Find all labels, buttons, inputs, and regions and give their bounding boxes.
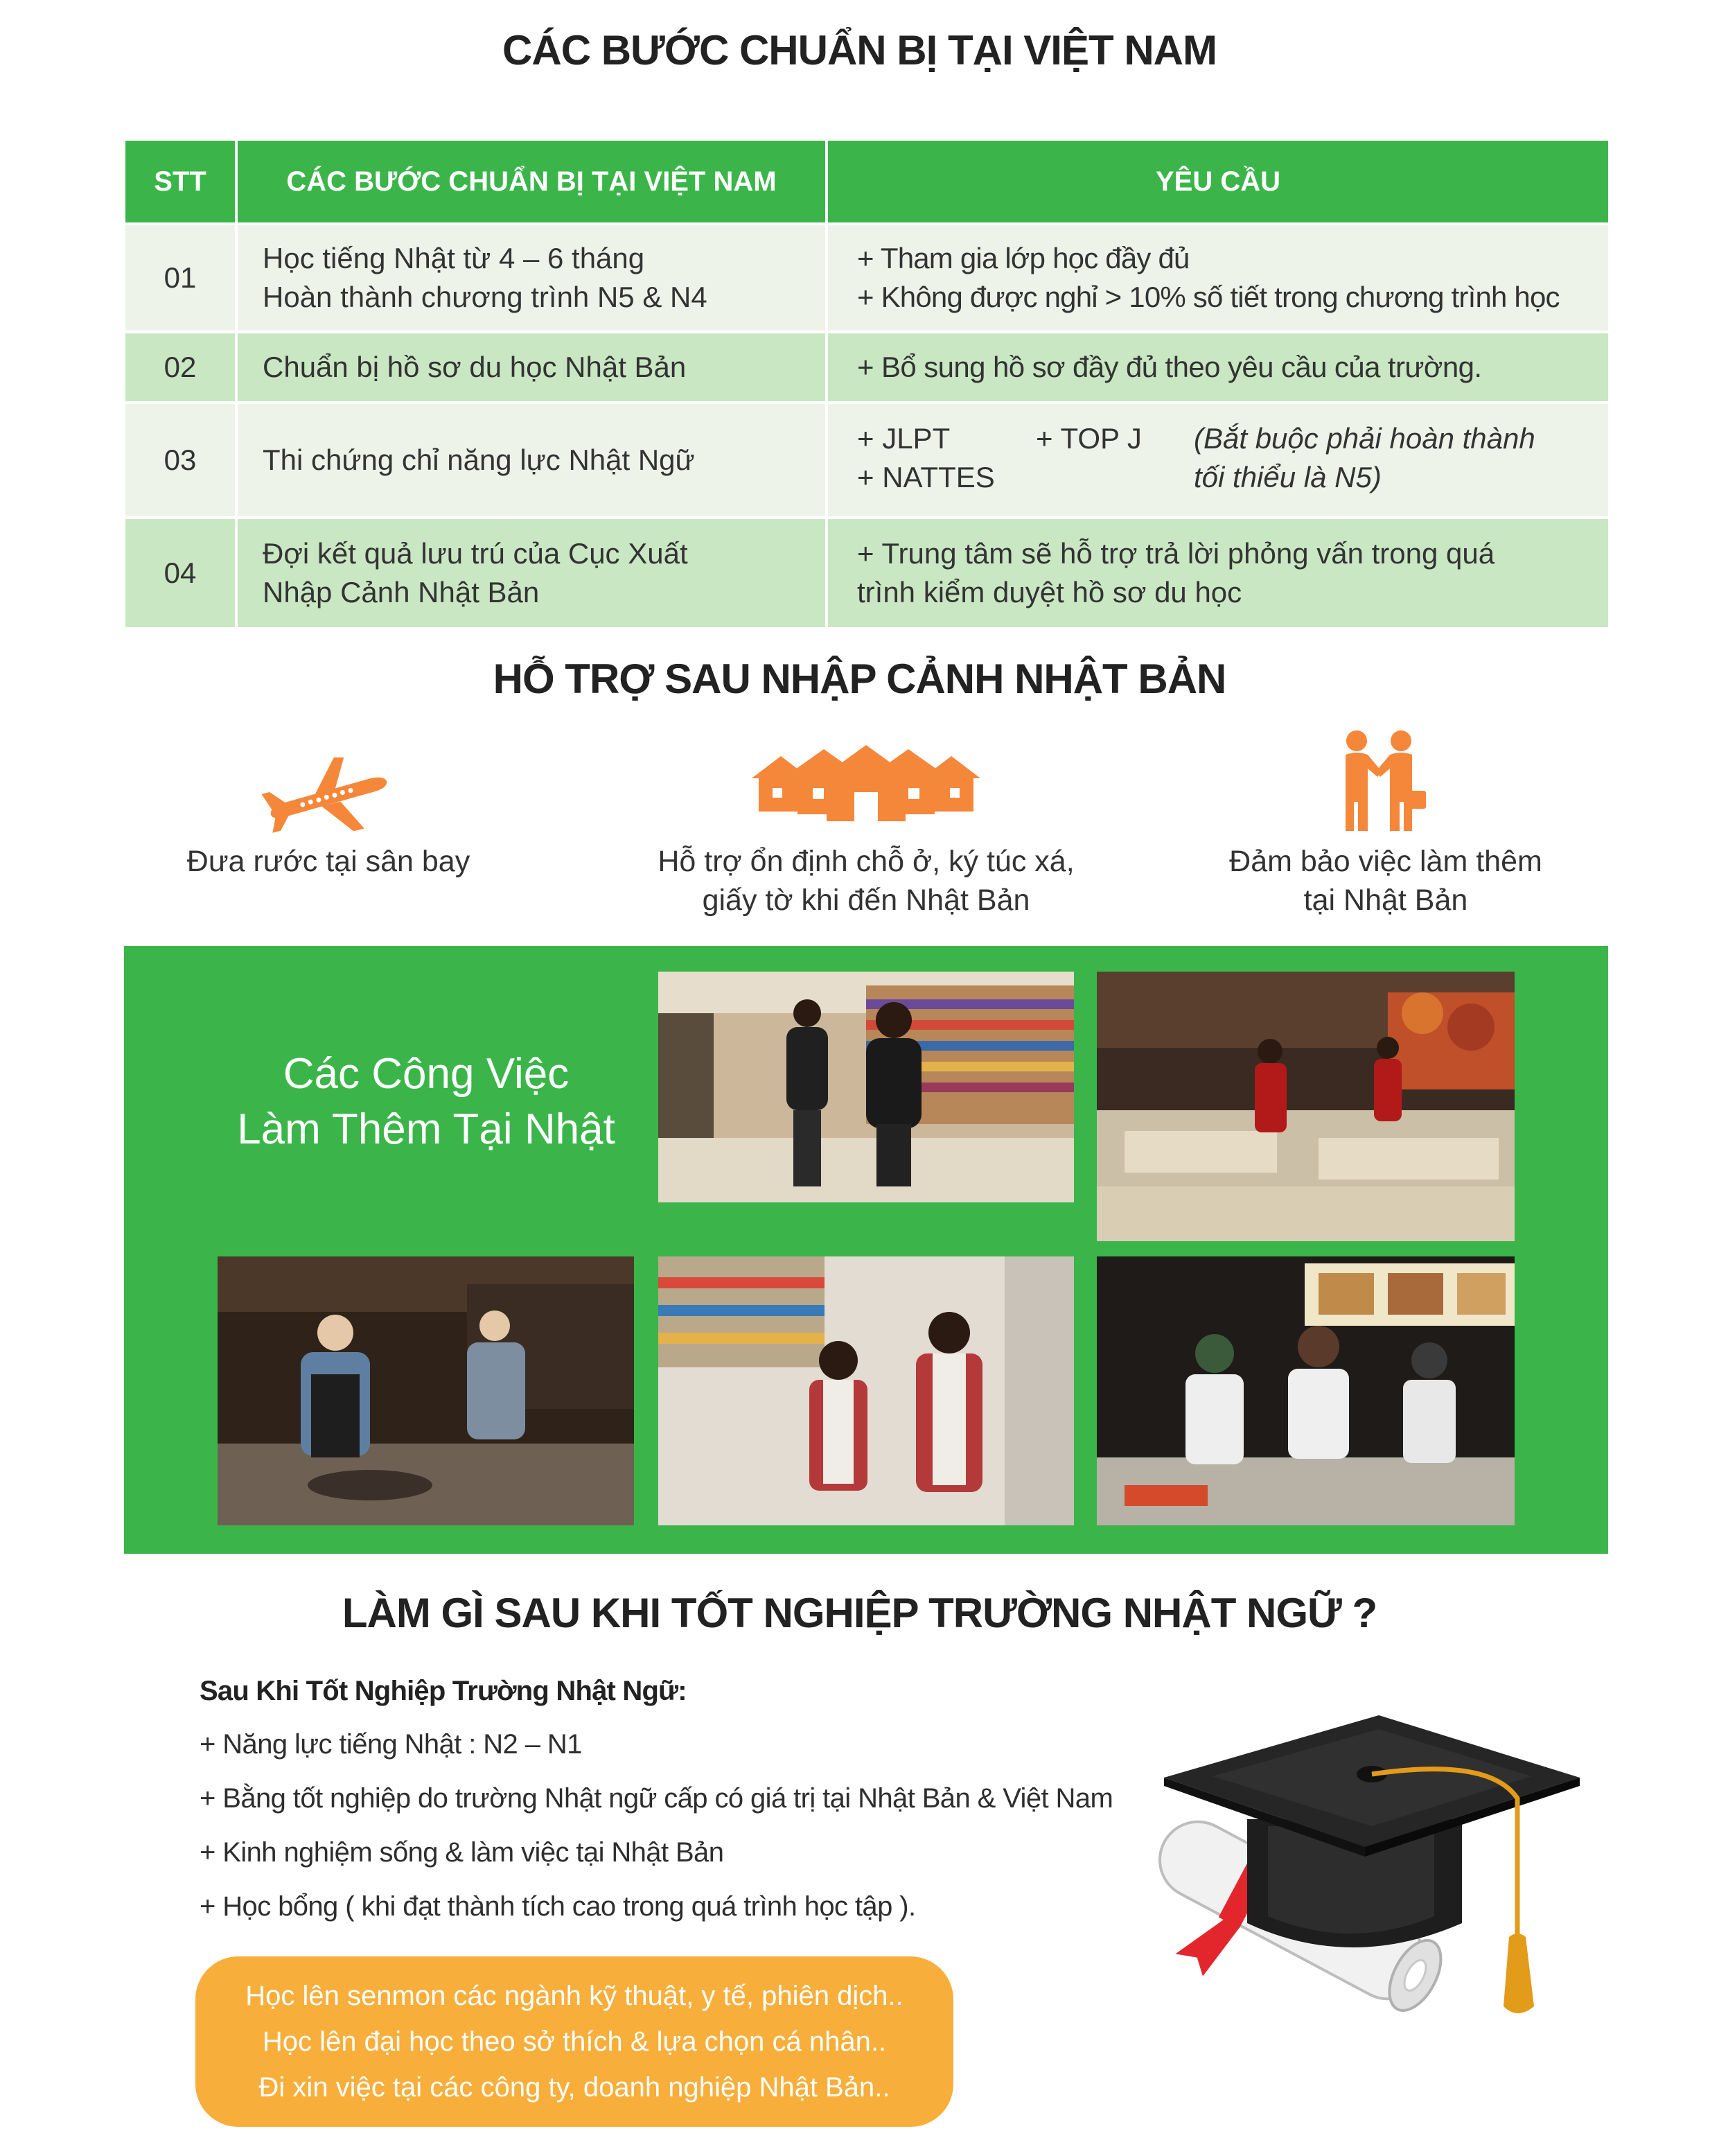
requirement-cell [828,404,1608,516]
table-row [125,404,1608,516]
jobs-panel-title: Các Công Việc Làm Thêm Tại Nhật [237,1050,615,1153]
table-row [125,333,1608,401]
requirement-nattes: + NATTES [857,461,995,493]
requirement-text: + Tham gia lớp học đầy đủ [857,242,1190,274]
support-label-airport: Đưa rước tại sân bay [186,845,470,878]
step-text: Đợi kết quả lưu trú của Cục Xuất [263,537,688,570]
step-cell [238,225,825,331]
list-item: + Bằng tốt nghiệp do trường Nhật ngữ cấp có giá trị tại Nhật Bản & Việt Nam [200,1783,1113,1814]
photo-store-worker [658,972,1074,1202]
support-label-jobs: Đảm bảo việc làm thêm tại Nhật Bản [1229,845,1542,917]
step-text: Thi chứng chỉ năng lực Nhật Ngữ [263,444,695,476]
step-cell [238,519,825,627]
step-text: Chuẩn bị hồ sơ du học Nhật Bản [263,351,687,383]
row-number: 03 [164,444,197,476]
future-option: Học lên đại học theo sở thích & lựa chọn cá nhân.. [262,2026,887,2057]
list-item: + Học bổng ( khi đạt thành tích cao trong quá trình học tập ). [200,1891,916,1922]
requirement-jlpt: + JLPT [857,422,951,455]
requirement-text: + Không được nghỉ > 10% số tiết trong chương trình học [857,281,1560,313]
photo-kitchen-staff [1097,1256,1515,1525]
list-item: + Năng lực tiếng Nhật : N2 – N1 [200,1729,582,1760]
header-requirements: YÊU CẦU [1155,166,1281,197]
houses-icon [752,745,980,821]
header-stt: STT [154,166,206,197]
requirement-text: + Bổ sung hồ sơ đầy đủ theo yêu cầu của trường. [857,351,1482,383]
requirement-text: trình kiểm duyệt hồ sơ du học [857,576,1242,608]
step-text: Hoàn thành chương trình N5 & N4 [263,281,707,313]
prep-section-title: CÁC BƯỚC CHUẨN BỊ TẠI VIỆT NAM [502,27,1217,73]
row-number: 01 [164,261,197,294]
handshake-icon [1337,730,1434,834]
table-header-row [125,141,1608,222]
step-text: Nhập Cảnh Nhật Bản [263,576,540,608]
row-number: 04 [164,556,197,589]
photo-restaurant-staff [1097,972,1515,1241]
requirement-cell [828,225,1608,331]
after-section-title: LÀM GÌ SAU KHI TỐT NGHIỆP TRƯỜNG NHẬT NGỮ ? [342,1590,1377,1636]
after-subtitle: Sau Khi Tốt Nghiệp Trường Nhật Ngữ: [200,1676,687,1706]
step-text: Học tiếng Nhật từ 4 – 6 tháng [263,242,645,274]
requirement-note: (Bắt buộc phải hoàn thành tối thiểu là N5) [1194,422,1535,493]
photo-convenience-store-staff [658,1256,1074,1525]
list-item: + Kinh nghiệm sống & làm việc tại Nhật Bản [200,1837,724,1868]
graduation-cap-diploma-icon [1102,1715,1587,2048]
requirement-text: + Trung tâm sẽ hỗ trợ trả lời phỏng vấn trong quá [857,537,1495,570]
requirement-cell [828,519,1608,627]
support-label-housing: Hỗ trợ ổn định chỗ ở, ký túc xá, giấy tờ khi đến Nhật Bản [658,845,1075,917]
header-steps: CÁC BƯỚC CHUẨN BỊ TẠI VIỆT NAM [286,166,777,197]
support-section-title: HỖ TRỢ SAU NHẬP CẢNH NHẬT BẢN [493,656,1226,702]
airplane-icon [262,757,394,841]
table-row [125,519,1608,627]
future-option: Học lên senmon các ngành kỹ thuật, y tế, phiên dịch.. [245,1981,903,2011]
requirement-topj: + TOP J [1036,422,1142,455]
photo-cafe-barista [218,1256,634,1525]
row-number: 02 [164,351,197,383]
future-option: Đi xin việc tại các công ty, doanh nghiệp Nhật Bản.. [258,2072,890,2103]
table-row [125,225,1608,331]
